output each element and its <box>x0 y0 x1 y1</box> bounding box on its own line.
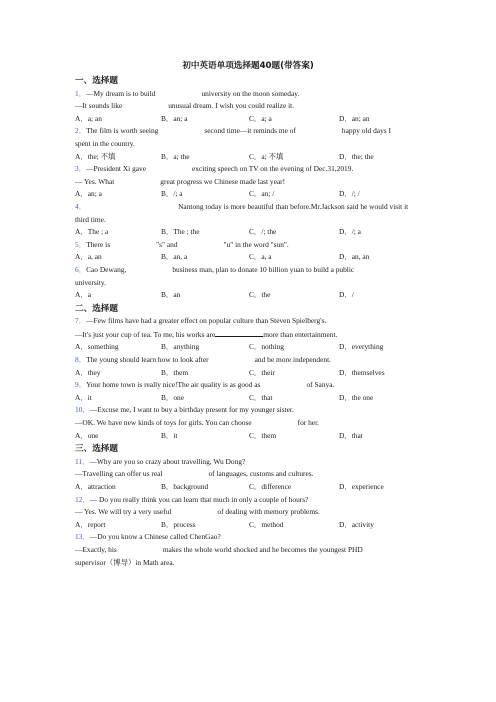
question-text: great progress we Chinese made last year! <box>160 176 286 186</box>
options-row <box>75 430 425 443</box>
option-b: B．it <box>161 430 178 440</box>
options-row <box>75 188 425 201</box>
option-b: B．an <box>161 290 181 300</box>
option-c: C．nothing <box>249 342 284 352</box>
question-line <box>75 354 425 367</box>
question-number: 10． <box>75 405 90 415</box>
question <box>75 404 425 442</box>
question <box>75 201 425 239</box>
option-a: A．attraction <box>75 482 116 491</box>
option-a: A．a, an <box>75 252 102 262</box>
question-text: "u" in the word "sun". <box>223 239 289 249</box>
question-number: 7． <box>75 316 87 326</box>
question-text: —Exactly, his <box>75 544 117 554</box>
question-text: —Do you know a Chinese called ChenGao? <box>89 532 221 542</box>
option-c: C．the <box>249 290 271 300</box>
question-line <box>75 456 425 469</box>
question-line <box>75 417 425 430</box>
option-b: B．an; a <box>161 113 188 123</box>
question-line <box>75 468 425 481</box>
question-line <box>75 100 425 113</box>
option-c: C．a; 不填 <box>249 151 284 161</box>
option-d: D．that <box>339 430 363 440</box>
question-number: 8． <box>75 355 87 365</box>
option-d: D．/; / <box>339 189 360 199</box>
question-text: unusual dream. I wish you could realize it. <box>168 101 295 111</box>
question-number: 12． <box>75 494 90 504</box>
question-text: university. <box>75 277 106 287</box>
question-text: — Yes. We will try a very useful <box>75 507 172 517</box>
option-b: B．process <box>161 519 196 529</box>
question-text: exciting speech on TV on the evening of Dec.31,2019. <box>192 164 354 174</box>
question-text: —Travelling can offer us real <box>75 469 163 479</box>
option-d: D．/ <box>339 290 354 300</box>
option-d: D．everything <box>339 342 384 352</box>
question-line <box>75 328 425 342</box>
question-line <box>75 176 425 189</box>
option-c: C．method <box>249 519 284 529</box>
option-d: D．experience <box>339 482 384 491</box>
question-text: more than entertainment. <box>263 329 338 339</box>
option-b: B．anything <box>161 342 200 352</box>
question-line <box>75 277 425 290</box>
question-text: Your home town is really nice!The air quality is as good as <box>86 380 261 390</box>
question-text: spent in the country. <box>75 138 135 148</box>
section-heading: 三、选择题 <box>75 444 118 455</box>
option-a: A．they <box>75 367 101 377</box>
option-a: A．one <box>75 430 99 440</box>
question-line <box>75 264 425 277</box>
question <box>75 379 425 404</box>
options-row <box>75 251 425 264</box>
option-a: A．a <box>75 290 92 300</box>
question-text: — Yes. What <box>75 176 115 186</box>
question <box>75 264 425 302</box>
question-line <box>75 138 425 151</box>
section-heading: 一、选择题 <box>75 76 118 86</box>
question-number: 3． <box>75 164 87 174</box>
question-text: —Why are you so crazy about travelling, Wu Dong? <box>89 456 246 466</box>
question <box>75 456 425 494</box>
options-row <box>75 392 425 405</box>
option-d: D．an; an <box>339 113 370 123</box>
option-a: A．an; a <box>75 189 102 199</box>
question-line <box>75 88 425 101</box>
question <box>75 315 425 354</box>
option-c: C．a; a <box>249 113 272 123</box>
option-a: A．report <box>75 519 106 529</box>
question-text: supervisor（博导）in Math area. <box>75 557 175 567</box>
question <box>75 88 425 126</box>
option-d: D．/; a <box>339 227 361 237</box>
question-text: — Do you really think you can learn that much in only a couple of hours? <box>89 494 309 504</box>
question-text: third time. <box>75 214 106 224</box>
question-number: 1． <box>75 88 87 98</box>
question <box>75 354 425 379</box>
options-row <box>75 151 425 164</box>
answer-blank <box>215 328 263 337</box>
option-a: A．The ; a <box>75 227 109 237</box>
question-line <box>75 201 425 214</box>
options-row <box>75 289 425 302</box>
question-text: business man, plan to donate 10 billion yuan to build a public <box>172 264 355 274</box>
question-text: There is <box>86 239 111 249</box>
section-heading: 二、选择题 <box>75 303 118 314</box>
options-row <box>75 519 425 532</box>
question-text: —Excuse me, I want to buy a birthday present for my younger sister. <box>89 405 294 415</box>
question-list <box>75 74 425 569</box>
question-line <box>75 379 425 392</box>
question-number: 9． <box>75 380 87 390</box>
question-text: "s" and <box>156 239 178 249</box>
option-b: B．a; the <box>161 151 190 161</box>
option-b: B．/; a <box>161 189 183 199</box>
options-row <box>75 367 425 380</box>
question-line <box>75 531 425 544</box>
option-a: A．something <box>75 342 119 352</box>
option-c: C．an; / <box>249 189 275 199</box>
question-text: —Few films have had a greater effect on popular culture than Steven Spielberg's. <box>86 316 327 326</box>
question-number: 4． <box>75 201 87 211</box>
option-c: C．them <box>249 430 277 440</box>
question-text: The film is worth seeing <box>86 126 159 136</box>
question-text: The young should learn how to look after <box>86 355 209 365</box>
option-d: D．activity <box>339 519 374 529</box>
option-c: C．a, a <box>249 252 272 262</box>
question-number: 6． <box>75 264 87 274</box>
question-line <box>75 404 425 417</box>
question-line <box>75 544 425 557</box>
option-c: C．that <box>249 392 273 402</box>
question-text: second time—it reminds me of <box>204 126 296 136</box>
question-line <box>75 214 425 227</box>
question-text: —OK. We have new kinds of toys for girls. You can choose <box>75 418 252 428</box>
question-number: 13． <box>75 532 90 542</box>
question <box>75 531 425 569</box>
options-row <box>75 481 425 494</box>
question-line <box>75 239 425 252</box>
page-title: 初中英语单项选择题40题(带答案) <box>182 61 314 71</box>
question-line <box>75 494 425 507</box>
question-line <box>75 163 425 176</box>
option-c: C．their <box>249 367 275 377</box>
question-text: for her. <box>297 418 319 428</box>
question-text: —President Xi gave <box>86 164 147 174</box>
option-b: B．them <box>161 367 189 377</box>
question-number: 2． <box>75 126 87 136</box>
question <box>75 163 425 201</box>
question-number: 5． <box>75 239 87 249</box>
option-d: D．the one <box>339 392 374 402</box>
option-a: A．the; 不填 <box>75 151 116 161</box>
question <box>75 125 425 163</box>
question-line <box>75 557 425 570</box>
question-text: —My dream is to build <box>86 88 156 98</box>
question-text: university on the moon someday. <box>201 88 300 98</box>
option-d: D．the; the <box>339 151 374 161</box>
option-b: B．The ; the <box>161 227 200 237</box>
option-b: B．background <box>161 482 209 491</box>
option-a: A．it <box>75 392 92 402</box>
option-c: C．difference <box>249 482 292 491</box>
option-d: D．themselves <box>339 367 385 377</box>
question-text: Cao Dewang, <box>86 264 127 274</box>
option-d: D．an, an <box>339 252 370 262</box>
options-row <box>75 341 425 354</box>
question-text: makes the whole world shocked and he becomes the youngest PHD <box>162 544 363 554</box>
question-text: —It's just your cup of tea. To me, his works are <box>75 329 216 339</box>
question-text: —It sounds like <box>75 101 123 111</box>
question-text: of languages, customs and cultures. <box>208 469 314 479</box>
question-text: of Sanya. <box>306 380 335 390</box>
question-line <box>75 315 425 328</box>
option-a: A．a; an <box>75 113 102 123</box>
option-c: C．/; the <box>249 227 277 237</box>
option-b: B．an, a <box>161 252 188 262</box>
question-text: Nantong today is more beautiful than before.Mr.Jackson said he would visit it <box>178 201 409 211</box>
question-number: 11． <box>75 456 90 466</box>
option-b: B．one <box>161 392 184 402</box>
question-text: and be more independent. <box>254 355 331 365</box>
question <box>75 494 425 532</box>
question <box>75 239 425 264</box>
question-text: happy old days I <box>341 126 391 136</box>
options-row <box>75 113 425 126</box>
options-row <box>75 226 425 239</box>
question-text: of dealing with memory problems. <box>217 507 320 517</box>
question-line <box>75 125 425 138</box>
question-line <box>75 506 425 519</box>
